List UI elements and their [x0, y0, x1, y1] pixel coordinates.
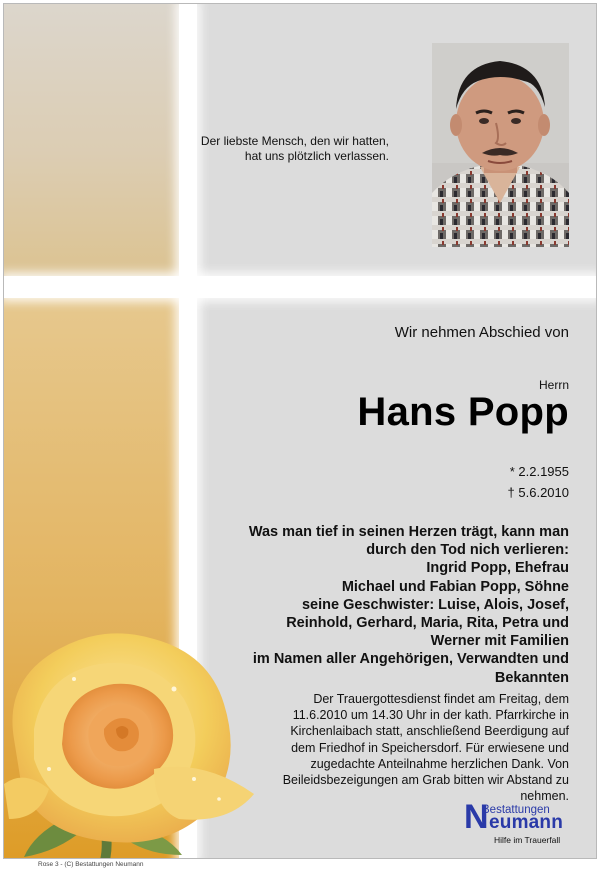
- mourners-line: durch den Tod nich verlieren:: [366, 542, 569, 559]
- service-line: Kirchenlaibach statt, anschließend Beerdigung auf: [290, 724, 569, 739]
- opening-quote: [164, 134, 389, 164]
- rose-illustration: [4, 619, 274, 859]
- farewell-line: Wir nehmen Abschied von: [394, 324, 569, 341]
- image-credit: Rose 3 - (C) Bestattungen Neumann: [38, 861, 144, 868]
- service-line: 11.6.2010 um 14.30 Uhr in der kath. Pfarrkirche in: [292, 708, 569, 723]
- quote-line-2: hat uns plötzlich verlassen.: [244, 149, 389, 163]
- mourners-line: Michael und Fabian Popp, Söhne: [341, 578, 569, 595]
- cross-horizontal-beam: [4, 276, 597, 298]
- birth-date: * 2.2.1955: [509, 464, 569, 479]
- portrait-photo: [432, 43, 569, 247]
- death-date: † 5.6.2010: [507, 485, 569, 500]
- rose-image: [4, 619, 274, 859]
- service-notice: [249, 691, 569, 804]
- salutation: Herrn: [538, 378, 569, 392]
- mourners-line: Bekannten: [494, 669, 569, 686]
- mourners-line: Werner mit Familien: [430, 633, 569, 650]
- service-line: zugedachte Anteilnahme herzlichen Dank. Von: [310, 756, 569, 771]
- mourners-line: im Namen aller Angehörigen, Verwandten und: [252, 651, 569, 668]
- logo-rest-word: eumann: [489, 812, 564, 833]
- service-line: dem Friedhof in Speichersdorf. Für erwiesene und: [291, 740, 569, 755]
- left-panel-top: [4, 4, 179, 276]
- mourners-line: Reinhold, Gerhard, Maria, Rita, Petra und: [286, 615, 569, 632]
- logo-top-word: Bestattungen: [482, 804, 550, 816]
- mourners-line: seine Geschwister: Luise, Alois, Josef,: [301, 596, 569, 613]
- service-line: Beileidsbezeigungen am Grab bitten wir Abstand zu: [282, 773, 569, 788]
- funeral-home-logo: [464, 800, 576, 848]
- deceased-name: Hans Popp: [357, 390, 569, 434]
- service-line: Der Trauergottesdienst findet am Freitag, dem: [313, 692, 569, 706]
- logo-tagline: Hilfe im Trauerfall: [494, 835, 561, 845]
- quote-line-1: Der liebste Mensch, den wir hatten,: [200, 134, 389, 148]
- mourners-line: Ingrid Popp, Ehefrau: [426, 560, 569, 577]
- service-line: nehmen.: [520, 789, 569, 804]
- obituary-card: [3, 3, 597, 859]
- portrait-illustration: [432, 43, 569, 247]
- mourners-line: Was man tief in seinen Herzen trägt, kann man: [248, 524, 569, 540]
- logo-initial: N: [464, 798, 489, 836]
